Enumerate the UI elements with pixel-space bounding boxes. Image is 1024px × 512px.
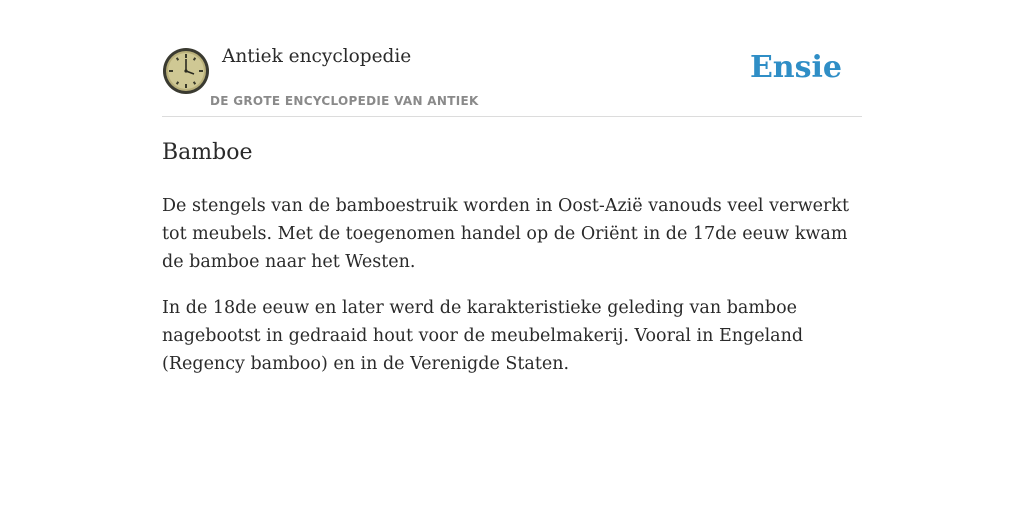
page-title: Bamboe xyxy=(162,140,253,165)
article-paragraph: In de 18de eeuw en later werd de karakteristieke geleding van bamboe nagebootst in gedraaid hout voor de meubelmakerij. Vooral in Engeland (Regency bamboo) en in de Verenigde Staten. xyxy=(162,298,804,374)
article-paragraph: De stengels van de bamboestruik worden in Oost-Azië vanouds veel verwerkt tot meubels. Met de toegenomen handel op de Oriënt in de 17de eeuw kwam de bamboe naar het Westen. xyxy=(162,196,850,272)
page xyxy=(162,0,862,374)
clock-icon[interactable] xyxy=(162,47,210,95)
site-header xyxy=(162,0,862,117)
site-subtitle: DE GROTE ENCYCLOPEDIE VAN ANTIEK xyxy=(210,94,479,108)
article-body xyxy=(162,192,862,396)
brand-logo[interactable]: Ensie xyxy=(749,50,842,85)
site-title[interactable]: Antiek encyclopedie xyxy=(222,46,412,67)
